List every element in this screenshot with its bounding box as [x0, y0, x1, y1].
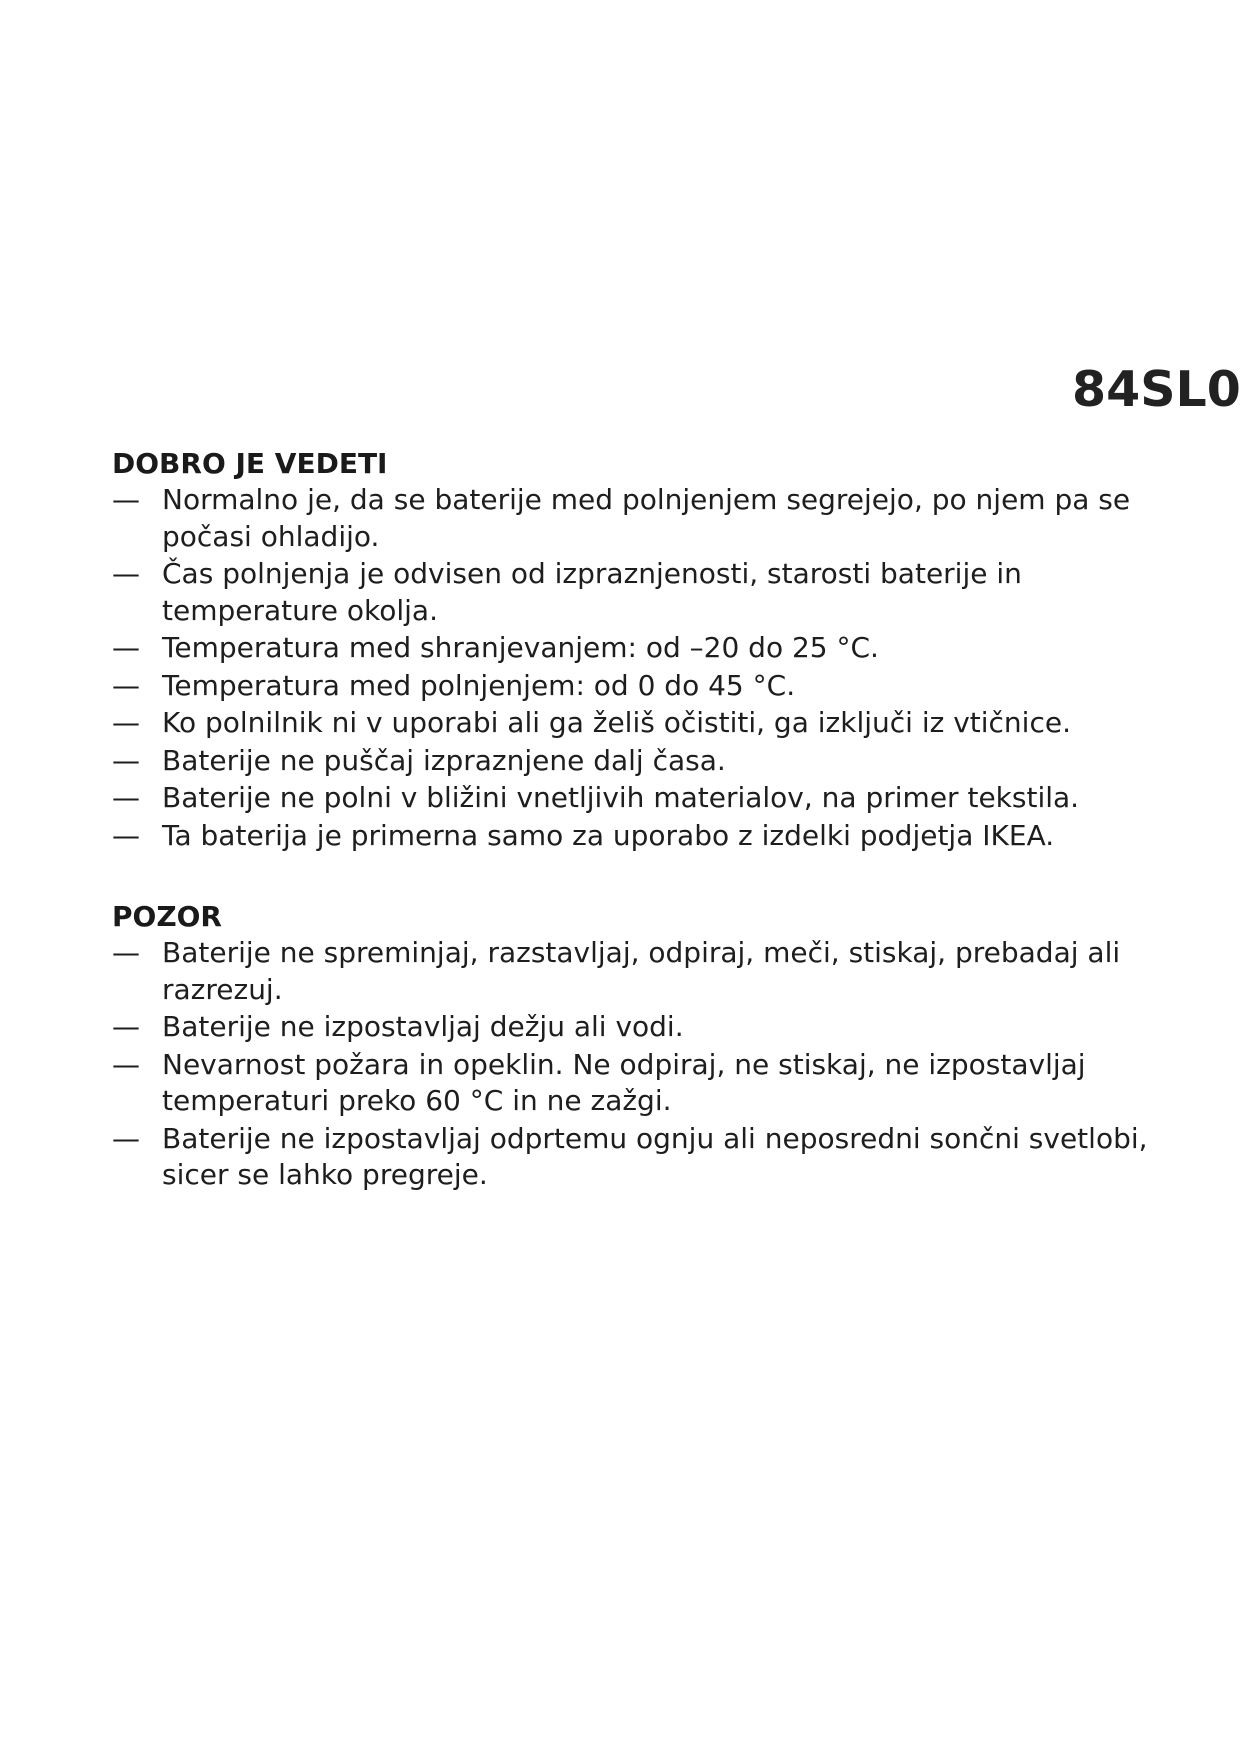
list-item-text: Baterije ne izpostavljaj odprtemu ognju ali neposredni sončni svetlobi, sicer se lahko pregreje.	[162, 1121, 1148, 1191]
dash-icon: —	[112, 781, 140, 814]
list-item-text: Čas polnjenja je odvisen od izpraznjenosti, starosti baterije in temperature okolja.	[162, 557, 1022, 627]
dash-icon: —	[112, 668, 140, 702]
list-item	[112, 780, 1152, 817]
page-code: 84SL0	[1072, 361, 1241, 418]
section-caution	[112, 899, 1152, 1194]
dash-icon: —	[112, 706, 140, 739]
list-item-text: Ta baterija je primerna samo za uporabo z izdelki podjetja IKEA.	[162, 818, 1055, 852]
bullet-list	[112, 935, 1152, 1194]
list-item	[112, 1047, 1152, 1120]
list-item-text: Baterije ne puščaj izpraznjene dalj časa.	[162, 743, 726, 777]
list-item-text: Ko polnilnik ni v uporabi ali ga želiš očistiti, ga izključi iz vtičnice.	[162, 706, 1071, 739]
dash-icon: —	[112, 1121, 140, 1155]
list-item	[112, 818, 1152, 855]
list-item-text: Temperatura med polnjenjem: od 0 do 45 °C.	[162, 668, 796, 702]
list-item	[112, 1009, 1152, 1046]
dash-icon: —	[112, 743, 140, 777]
list-item	[112, 935, 1152, 1008]
bullet-list	[112, 482, 1152, 854]
list-item	[112, 556, 1152, 629]
list-item-text: Normalno je, da se baterije med polnjenjem segrejejo, po njem pa se počasi ohladijo.	[162, 483, 1131, 553]
list-item	[112, 705, 1152, 742]
list-item-text: Baterije ne polni v bližini vnetljivih materialov, na primer tekstila.	[162, 781, 1080, 814]
list-item	[112, 743, 1152, 780]
section-spacer	[112, 855, 1152, 899]
dash-icon: —	[112, 483, 140, 516]
document-body	[112, 446, 1152, 1195]
list-item	[112, 1121, 1152, 1194]
dash-icon: —	[112, 1010, 140, 1043]
list-item-text: Baterije ne izpostavljaj dežju ali vodi.	[162, 1010, 684, 1043]
dash-icon: —	[112, 818, 140, 852]
list-item	[112, 630, 1152, 667]
section-good-to-know	[112, 446, 1152, 854]
list-item-text: Nevarnost požara in opeklin. Ne odpiraj, ne stiskaj, ne izpostavljaj temperaturi preko 60 °C in ne zažgi.	[162, 1047, 1086, 1117]
dash-icon: —	[112, 557, 140, 590]
list-item	[112, 668, 1152, 705]
dash-icon: —	[112, 1047, 140, 1081]
list-item-text: Temperatura med shranjevanjem: od –20 do 25 °C.	[162, 631, 879, 664]
list-item	[112, 482, 1152, 555]
dash-icon: —	[112, 936, 140, 969]
section-heading: DOBRO JE VEDETI	[112, 447, 388, 480]
section-heading: POZOR	[112, 900, 222, 933]
list-item-text: Baterije ne spreminjaj, razstavljaj, odpiraj, meči, stiskaj, prebadaj ali razrezuj.	[162, 936, 1121, 1006]
dash-icon: —	[112, 631, 140, 664]
